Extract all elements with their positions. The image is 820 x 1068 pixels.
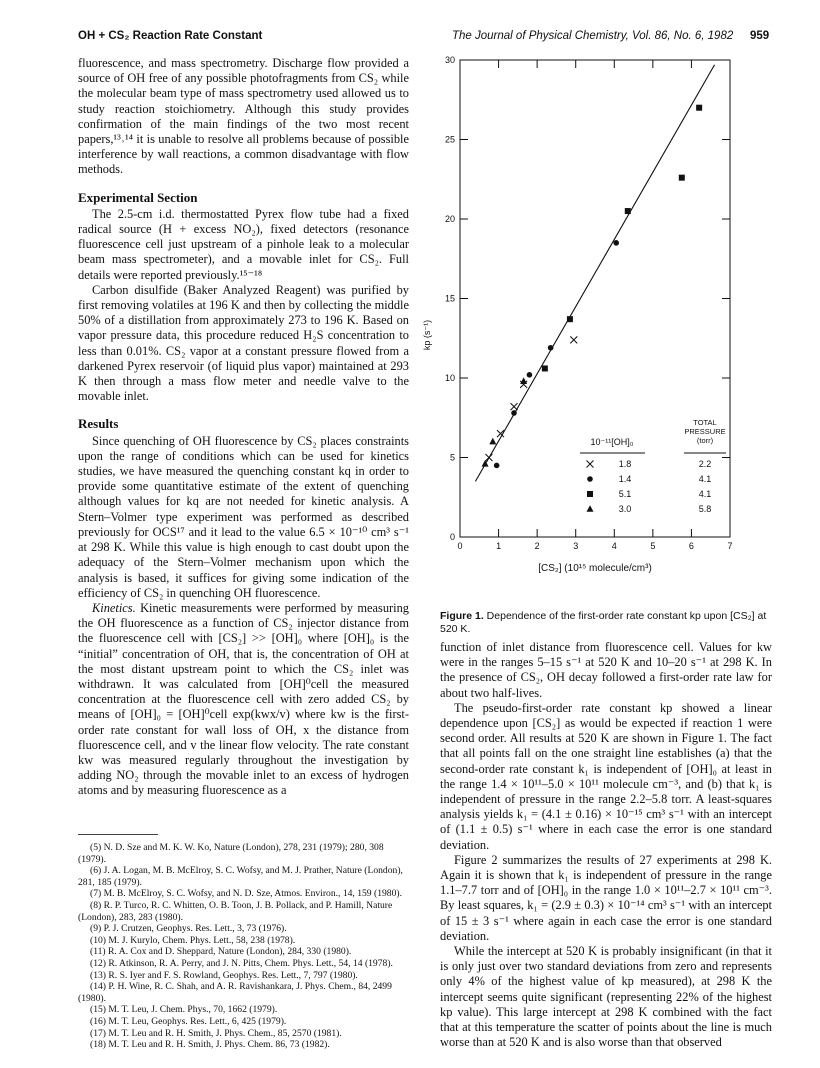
x-tick-label: 1 [496,541,502,551]
legend-marker-circle [587,476,593,482]
right-paragraph-4: While the intercept at 520 K is probably insignificant (in that it is only just over two standard deviations from zero and represents only 4% of the highest value of kp measured), at 298 K the intercept seems quite significant (representing 22% of the highest kp value). This large intercept at 298 K combined with the fact that at this temperature the scatter of points about the line is much worse than at 520 K and is also worse than that observed [440,944,772,1050]
data-point-triangle [489,438,496,445]
rate-constant-chart [422,50,750,610]
reference-item: (13) R. S. Iyer and F. S. Rowland, Geophys. Res. Lett., 7, 797 (1980). [90,969,358,981]
legend-oh-value: 5.1 [618,489,632,499]
x-tick-label: 4 [611,541,617,551]
data-point-square [625,208,631,214]
data-point-circle [527,372,533,378]
legend-pressure-value: 4.1 [698,489,712,499]
running-head-journal: The Journal of Physical Chemistry, Vol. 86, No. 6, 1982 [452,30,734,42]
intro-paragraph: fluorescence, and mass spectrometry. Discharge flow provided a source of OH free of any possible photofragments from CS₂ while the molecular beam type of mass spectrometry used allowed us to study reaction stoichiometry. Although this study provides confirmation of the main findings of the two most recent papers,¹³˒¹⁴ it is unable to resolve all problems because of possible interference by wall reactions, a common disadvantage with flow methods. [78,56,409,177]
legend-header-torr: (torr) [696,436,714,445]
reference-item: (5) N. D. Sze and M. K. W. Ko, Nature (London), 278, 231 (1979); 280, 308 (1979). [78,842,384,865]
reference-item: (18) M. T. Leu and R. H. Smith, J. Phys. Chem. 86, 73 (1982). [90,1039,330,1051]
legend-pressure-value: 2.2 [698,459,712,469]
data-point-circle [511,410,517,416]
data-point-x [485,454,492,461]
experimental-heading: Experimental Section [78,189,198,205]
plot-frame [460,60,730,537]
reference-item: (17) M. T. Leu and R. H. Smith, J. Phys. Chem., 85, 2570 (1981). [90,1027,342,1039]
legend-marker-square [587,491,593,497]
right-paragraph-3: Figure 2 summarizes the results of 27 experiments at 298 K. Again it is shown that k₁ is independent of pressure in the range 1.1–7.7 torr and of [OH]₀ in the range 1.0 × 10¹¹–2.7 × 10¹¹ cm⁻³. By least squares, k₁ = (2.9 ± 0.3) × 10⁻¹⁴ cm³ s⁻¹ with an intercept of 15 ± 3 s⁻¹ where again in each case the error is one standard deviation. [440,852,772,943]
legend-marker-x [587,461,594,468]
right-paragraph-2: The pseudo-first-order rate constant kp showed a linear dependence upon [CS₂] as would be expected if reaction 1 were second order. All results at 520 K are shown in Figure 1. The fact that all points fall on the one straight line establishes (a) that the second-order rate constant k₁ is independent of [OH]₀ at least in the range 1.4 × 10¹¹–5.0 × 10¹¹ molecule cm⁻³, and (b) that k₁ is independent of pressure in the range 2.2–5.8 torr. A least-squares analysis yields k₁ = (4.1 ± 0.16) × 10⁻¹⁵ cm³ s⁻¹ with an intercept of (1.1 ± 0.5) s⁻¹ where in each case the error is one standard deviation. [440,700,772,852]
y-axis-label: kp (s⁻¹) [422,319,432,351]
x-tick-label: 0 [457,541,463,551]
reference-item: (7) M. B. McElroy, S. C. Wofsy, and N. D. Sze, Atmos. Environ., 14, 159 (1980). [90,888,402,900]
x-tick-label: 5 [650,541,656,551]
legend-oh-value: 3.0 [618,504,632,514]
data-point-square [679,175,685,181]
reference-item: (6) J. A. Logan, M. B. McElroy, S. C. Wofsy, and M. J. Prather, Nature (London), 281, 185 (1979). [78,865,403,888]
experimental-paragraph-1: The 2.5-cm i.d. thermostatted Pyrex flow tube had a fixed radical source (H + excess NO₂), fixed detectors (resonance fluorescence cell just upstream of a pinhole leak to a molecular beam mass spectrometer), and a movable inlet for CS₂. Full details were reported previously.¹⁵⁻¹⁸ [78,206,409,282]
reference-item: (11) R. A. Cox and D. Sheppard, Nature (London), 284, 330 (1980). [90,946,352,958]
data-point-triangle [520,377,527,384]
data-point-circle [613,240,619,246]
reference-item: (16) M. T. Leu, Geophys. Res. Lett., 6, 425 (1979). [90,1015,287,1027]
legend-pressure-value: 4.1 [698,474,712,484]
y-tick-label: 5 [449,452,455,463]
legend-pressure-value: 5.8 [698,504,712,514]
reference-item: (15) M. T. Leu, J. Chem. Phys., 70, 1662 (1979). [90,1004,278,1016]
figure-1 [422,50,750,610]
right-column [440,640,772,1050]
x-tick-label: 2 [534,541,540,551]
results-paragraph-1: Since quenching of OH fluorescence by CS₂ places constraints upon the range of conditions which can be used for kinetics studies, we have measured the quenching constant kq in order to provide some quantitative estimate of the extent of quenching although values for kq are not needed for kinetic analysis. A Stern–Volmer type experiment was performed as described previously for OCS¹⁷ and it lead to the value 6.5 × 10⁻¹⁰ cm³ s⁻¹ at 298 K. While this value is high enough to cast doubt upon the adequacy of the Stern–Volmer mechanism upon which the analysis is based, it suffices for giving some indication of the efficiency of CS₂ in quenching OH fluorescence. [78,433,409,600]
caption-label: Figure 1. [440,610,484,622]
y-tick-label: 0 [449,532,455,542]
legend-header-oh: 10⁻¹¹[OH]₀ [590,437,634,447]
data-point-square [696,105,702,111]
y-tick-label: 15 [444,293,455,304]
reference-item: (14) P. H. Wine, R. C. Shah, and A. R. Ravishankara, J. Phys. Chem., 84, 2499 (1980). [78,981,392,1004]
x-tick-label: 6 [688,541,694,551]
kinetics-paragraph [78,601,409,799]
reference-item: (10) M. J. Kurylo, Chem. Phys. Lett., 58, 238 (1978). [90,934,296,946]
data-point-square [567,316,573,322]
y-tick-label: 30 [444,55,455,65]
legend-oh-value: 1.4 [618,474,632,484]
caption-text: Dependence of the first-order rate constant kp upon [CS₂] at 520 K. [440,610,767,635]
page-number: 959 [750,30,770,42]
legend-marker-triangle [587,505,594,512]
reference-item: (9) P. J. Crutzen, Geophys. Res. Lett., 3, 73 (1976). [90,923,287,935]
legend-header-total: TOTAL [693,418,717,427]
running-head-title: OH + CS₂ Reaction Rate Constant [78,30,263,42]
y-tick-label: 25 [444,134,455,145]
y-tick-label: 20 [444,214,455,224]
reference-item: (8) R. P. Turco, R. C. Whitten, O. B. Toon, J. B. Pollack, and P. Hamill, Nature (London), 283, 283 (1980). [78,899,393,923]
footnote-rule [78,834,158,835]
data-point-x [511,403,518,410]
reference-item: (12) R. Atkinson, R. A. Perry, and J. N. Pitts, Chem. Phys. Lett., 54, 14 (1978). [90,957,393,969]
legend-oh-value: 1.8 [618,459,632,469]
kinetics-lead: Kinetics. [92,600,136,615]
data-point-square [542,365,548,371]
x-axis-label: [CS₂] (10¹⁵ molecule/cm³) [538,563,652,574]
kinetics-text: Kinetic measurements were performed by measuring the OH fluorescence as a function of CS₂ injector distance from the fluorescence cell with [CS₂] >> [OH]₀ where [OH]₀ is the “initial” concentration of OH, that is, the concentration of OH at the most distant upstream point to which the CS₂ inlet was withdrawn. It was calculated from [OH]⁰cell the measured concentration at the fluorescence cell with zero added CS₂ by means of [OH]₀ = [OH]⁰cell exp(kwx/v) where kw is the first-order rate constant for wall loss of OH, x the distance from fluorescence cell, and v the linear flow velocity. The rate constant kw was measured regularly throughout the investigation by adding NO₂ through the movable inlet to an excess of hydrogen atoms and by measuring fluorescence as a [78,600,409,798]
results-heading: Results [78,416,119,432]
right-paragraph-1: function of inlet distance from fluorescence cell. Values for kw were in the ranges 5–15 s⁻¹ at 520 K and 10–20 s⁻¹ at 298 K. In the presence of CS₂, OH decay followed a first-order rate law for about two half-lives. [440,640,772,700]
fit-line [475,65,717,482]
x-tick-label: 3 [573,541,579,551]
figure-caption [440,610,772,636]
legend-header-pressure: PRESSURE [684,427,726,436]
reference-list [78,842,409,1051]
x-tick-label: 7 [727,541,733,551]
experimental-paragraph-2: Carbon disulfide (Baker Analyzed Reagent) was purified by first removing volatiles at 196 K and then by collecting the middle 50% of a distillation from approximately 273 to 196 K. Based on vapor pressure data, this procedure reduced H₂S concentration to less than 0.01%. CS₂ vapor at a constant pressure flowed from a darkened Pyrex reservoir (of liquid plus vapor) maintained at 293 K then through a mass flow meter and needle valve to the movable inlet. [78,282,409,404]
left-column [78,56,409,799]
data-point-circle [494,463,500,469]
data-point-circle [548,345,554,351]
y-tick-label: 10 [444,373,455,383]
data-point-x [570,336,577,343]
